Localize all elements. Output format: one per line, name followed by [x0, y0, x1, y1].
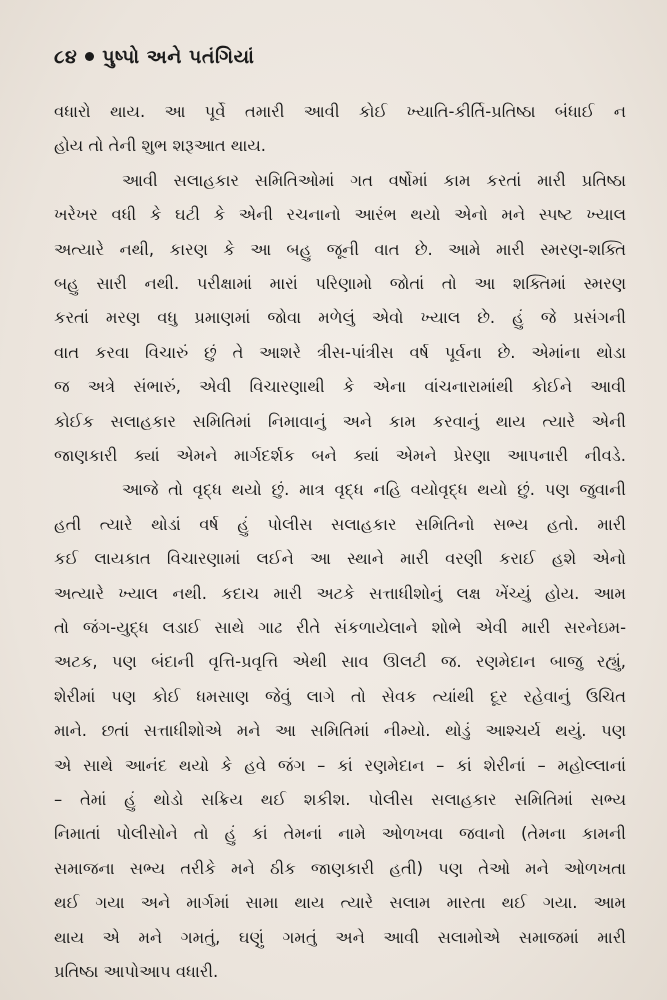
- text-line: વધારો થાય. આ પૂર્વે તમારી આવી કોઈ ખ્યાતિ-કીર્તિ-પ્રતિષ્ઠા બંધાઈ ન: [54, 102, 626, 121]
- text-line: થઈ ગયા અને માર્ગમાં સામા થાય ત્યારે સલામ મારતા થઈ ગયા. આમ: [54, 893, 626, 913]
- text-line: ખરેખર વધી કે ઘટી કે એની રચનાનો આરંભ થયો એનો મને સ્પષ્ટ ખ્યાલ: [54, 205, 626, 225]
- book-title: પુષ્પો અને પતંગિયાં: [102, 46, 255, 68]
- text-line: બહુ સારી નથી. પરીક્ષામાં મારાં પરિણામો જોતાં તો આ શક્તિમાં સ્મરણ: [54, 274, 626, 293]
- text-line: વાત કરવા વિચારું છું તે આશરે ત્રીસ-પાંત્રીસ વર્ષ પૂર્વના છે. એમાંના થોડા: [54, 342, 626, 362]
- text-line: જાણકારી ક્યાં એમને માર્ગદર્શક બને ક્યાં એમને પ્રેરણા આપનારી નીવડે.: [54, 446, 626, 465]
- page-number: ૮૪: [54, 46, 78, 68]
- text-line: કરતાં મરણ વધુ પ્રમાણમાં જોવા મળેલું એવો ખ્યાલ છે. હું જે પ્રસંગની: [54, 308, 626, 328]
- text-line: આવી સલાહકાર સમિતિઓમાં ગત વર્ષોમાં કામ કરતાં મારી પ્રતિષ્ઠા: [122, 170, 626, 190]
- text-line: નિમાતાં પોલીસોને તો હું કાં તેમનાં નામે ઓળખવા જવાનો (તેમના કામની: [54, 824, 626, 844]
- text-line: હોય તો તેની શુભ શરૂઆત થાય.: [54, 136, 266, 156]
- text-line: તો જંગ-યુદ્ધ લડાઈ સાથે ગાઢ રીતે સંકળાયેલાને શોભે એવી મારી સરનેઇમ-: [54, 618, 626, 637]
- text-line: અટક, પણ બંદાની વૃત્તિ-પ્રવૃત્તિ એથી સાવ ઊલટી જ. રણમેદાન બાજુ રહ્યું,: [54, 652, 626, 672]
- text-line: અત્યારે ખ્યાલ નથી. કદાચ મારી અટકે સત્તાધીશોનું લક્ષ ખેંચ્યું હોય. આમ: [54, 583, 626, 603]
- text-line: એ સાથે આનંદ થયો કે હવે જંગ – કાં રણમેદાન – કાં શેરીનાં – મહોલ્લાનાં: [54, 755, 626, 775]
- bullet-dot-icon: [85, 52, 94, 61]
- text-line: જ અત્રે સંભારું, એવી વિચારણાથી કે એના વાંચનારામાંથી કોઈને આવી: [54, 377, 626, 397]
- text-line: આજે તો વૃદ્ધ થયો છું. માત્ર વૃદ્ધ નહિ વયોવૃદ્ધ થયો છું. પણ જુવાની: [122, 480, 626, 500]
- text-line: સમાજના સભ્ય તરીકે મને ઠીક જાણકારી હતી) પણ તેઓ મને ઓળખતા: [54, 858, 626, 878]
- text-line: પ્રતિષ્ઠા આપોઆપ વધારી.: [54, 962, 219, 981]
- text-line: માને. છતાં સત્તાધીશોએ મને આ સમિતિમાં નીમ્યો. થોડું આશ્ચર્ય થયું. પણ: [54, 721, 626, 741]
- text-line: શેરીમાં પણ કોઈ ધમસાણ જેવું લાગે તો સેવક ત્યાંથી દૂર રહેવાનું ઉચિત: [54, 686, 626, 706]
- text-line: અત્યારે નથી, કારણ કે આ બહુ જૂની વાત છે. આમે મારી સ્મરણ-શક્તિ: [54, 239, 626, 259]
- text-line: હતી ત્યારે થોડાં વર્ષ હું પોલીસ સલાહકાર સમિતિનો સભ્ય હતો. મારી: [54, 514, 626, 534]
- text-line: કઈ લાયકાત વિચારણામાં લઈને આ સ્થાને મારી વરણી કરાઈ હશે એનો: [54, 549, 626, 569]
- text-line: – તેમાં હું થોડો સક્રિય થઈ શકીશ. પોલીસ સલાહકાર સમિતિમાં સભ્ય: [54, 790, 626, 809]
- running-header: [54, 46, 254, 68]
- text-line: થાય એ મને ગમતું, ઘણું ગમતું અને આવી સલામોએ સમાજમાં મારી: [54, 927, 626, 947]
- text-line: કોઈક સલાહકાર સમિતિમાં નિમાવાનું અને કામ કરવાનું થાય ત્યારે એની: [54, 411, 626, 431]
